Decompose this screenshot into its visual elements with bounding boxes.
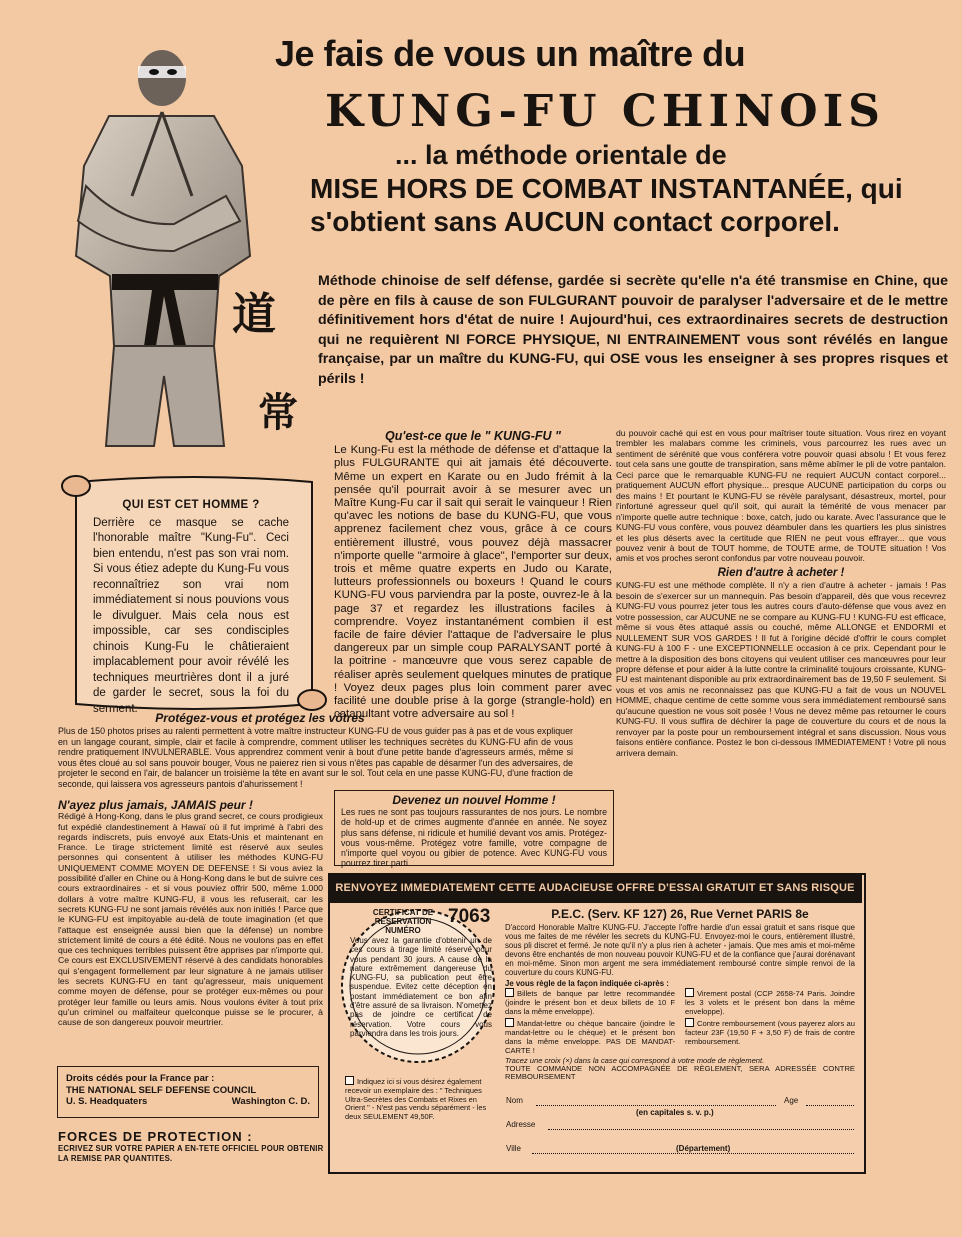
scroll-content [93,498,289,717]
cheque-label: Mandat-lettre ou chèque bancaire (joindre le mandat-lettre ou le chèque) et le présent bon dans la même enveloppe. PAS DE MANDAT-CARTE ! [505,1019,675,1055]
postal-transfer-checkbox[interactable] [685,988,694,997]
never-afraid-title: N'ayez plus jamais, JAMAIS peur ! [58,798,253,812]
postal-transfer-label: Virement postal (CCP 2658-74 Paris. Joindre les 3 volets et le présent bon dans la même enveloppe). [685,989,855,1016]
coupon-banner: RENVOYEZ IMMEDIATEMENT CETTE AUDACIEUSE OFFRE D'ESSAI GRATUIT ET SANS RISQUE [328,873,862,903]
cash-on-delivery-label: Contre remboursement (vous payerez alors au facteur 23F (19,50 F + 3,50 F) de frais de contre remboursement. [685,1019,855,1046]
middle-column [334,428,612,721]
kungfu-section-title: Qu'est-ce que le " KUNG-FU " [385,429,561,443]
city-field[interactable] [532,1153,854,1154]
payment-options-row-2 [505,1018,855,1055]
pec-address: P.E.C. (Serv. KF 127) 26, Rue Vernet PARIS 8e [551,907,809,921]
order-form-text [505,907,855,1082]
scroll-body: Derrière ce masque se cache l'honorable maître "Kung-Fu". Ceci bien entendu, n'est pas son vrai nom. Si vous étiez adepte du Kung-Fu vous reconnaîtriez son vrai nom immédiatement si nous pouvions vous le divulguer. Mais cela nous est impossible, car ses condisciples chinois Kung-Fu le châtieraient implacablement pour avoir révélé les techniques meurtrières dont il a juré de garder le secret, sous la foi du serment. [93,516,289,715]
subheadline-1: ... la méthode orientale de [395,140,727,170]
age-label: Age [784,1096,799,1105]
address-form [506,1096,856,1168]
name-label: Nom [506,1096,523,1105]
address-label: Adresse [506,1120,536,1129]
city-row [506,1144,856,1168]
rights-hq: U. S. Headquaters [66,1096,148,1107]
upsell-checkbox[interactable] [345,1076,354,1085]
pec-agreement: D'accord Honorable Maître KUNG-FU. J'accepte l'offre hardie d'un essai gratuit et sans risque que vous me faites de me révéler les secrets du KUNG-FU. Envoyez-moi le cours, entièrement illustré, sous pli discret et fermé. Je note qu'il n'y a plus rien à acheter - jamais. Que mes amis et moi-même devons être enchantés de mon nouveau pouvoir KUNG-FU et de la confiance que j'aurai dorénavant en moi-même. Sinon mon argent me sera immédiatement remboursé contre simple renvoi de la couverture du cours KUNG-FU. [505,923,855,977]
calligraphy-char-2: 常 [258,389,298,436]
mark-instruction: Tracez une croix (×) dans la case qui correspond à votre mode de règlement. [505,1055,765,1065]
rights-city: Washington C. D. [231,1096,310,1107]
power-paragraph: du pouvoir caché qui est en vous pour maîtriser toute situation. Vous rirez en voyant trembler les malabars comme les criminels, vous parcourrez les rues avec un sentiment de sérénité que vous conférera votre pouvoir quasi absolu ! Et vous ferez tout cela sans une goutte de transpiration, sans même abîmer le pli de votre pantalon. Ceci parce que le remarquable KUNG-FU ne requiert AUCUN contact corporel... pratiquement AUCUN effort physique... presque AUCUNE participation du corps ou des mains ! Et pourtant le KUNG-FU se révèle paralysant, désastreux, mortel, pour l'infortuné agresseur quel qu'il soit, qui aurait la témérité de vous menacer par n'importe quelle autre technique : boxe, catch, judo ou karate. Avec l'assurance que le KUNG-FU vous confère, vous pouvez déambuler dans les quartiers les plus sinistres et les plus déserts avec la certitude que RIEN ne peut vous effrayer... que vous pouvez venir à bout de TOUT homme, de TOUTE arme, de TOUTE situation ! Vos amis et vos proches seront confondus par votre nouveau pouvoir. [616,428,946,564]
new-man-box [334,790,614,869]
name-row [506,1096,856,1120]
kungfu-section-body: Le Kung-Fu est la méthode de défense et d'attaque la plus FULGURANTE qui ait jamais été découverte. Même un expert en Karate ou en Judo frémit à la pensée qu'il pourrait avoir à se mesurer avec un Maître Kung-Fu car il sait qui serait le vainqueur ! Rien qu'avec les notions de base du KUNG-FU, que vous apprenez facilement chez vous, grâce à ce cours entièrement illustré, vous pouvez déjà massacrer n'importe quelle "armoire à glace", l'emporter sur deux, trois et même quatre experts en Judo ou Karate, lutteurs professionnels ou boxeurs ! Quand le cours KUNG-FU vous parviendra par la poste, ouvrez-le à la page 37 et regardez les illustrations faciles à comprendre. Voyez instantanément combien il est facile de faire dévier l'attaque de l'adversaire le plus dangereux par un simple coup PARALYSANT porté à la poitrine - manœuvre que vous serez capable de réaliser après seulement quelques minutes de pratique ! Voyez deux pages plus loin comment parer avec facilité une double prise à la gorge (strangle-hold) en catapultant votre adversaire au sol ! [334,444,612,721]
payment-options-row-1 [505,988,855,1016]
address-row [506,1120,856,1144]
protect-title: Protégez-vous et protégez les vôtres [155,711,365,725]
name-field[interactable] [536,1105,776,1106]
capitals-hint: (en capitales s. v. p.) [636,1108,714,1117]
upsell-text: Indiquez ici si vous désirez également recevoir un exemplaire des : " Techniques Ultra-Secrètes des Combats et Rixes en Orient " - N'est pas vendu séparément - les deux SEULEMENT 49,50F. [345,1077,487,1122]
certificate-heading: CERTIFICAT DE RÉSERVATION NUMÉRO [372,908,434,935]
scroll-title: QUI EST CET HOMME ? [122,499,260,511]
forces-title: FORCES DE PROTECTION : [58,1129,253,1144]
protect-body: Plus de 150 photos prises au ralenti permettent à votre maître instructeur KUNG-FU de vous guider pas à pas et de vous expliquer en un langage courant, simple, clair et facile à comprendre, comment utiliser les techniques secrètes du KUNG-FU afin de vous rendre pratiquement INVULNERABLE. Vous apprendrez comment venir à bout d'une petite bande d'agresseurs armés, même si vous êtes cloué au sol sans pouvoir bouger, Vous ne paierez rien si vous n'êtes pas capable de désarmer l'un des adversaires, de projeter le second en l'air, de balancer un troisième la tête en avant sur le sol. Tout cela en une passe KUNG-FU, d'une fraction de seconde, qui laissera vos agresseurs pantois d'ahurissement ! [58,726,573,789]
age-field[interactable] [806,1105,854,1106]
department-hint: (Département) [676,1144,731,1153]
cheque-checkbox[interactable] [505,1018,514,1027]
headline-kung-fu: KUNG-FU CHINOIS [325,86,885,137]
payment-intro: Je vous règle de la façon indiquée ci-après : [505,979,669,988]
forces-section [58,1129,328,1164]
city-label: Ville [506,1144,521,1153]
address-field[interactable] [548,1129,854,1130]
forces-text: ECRIVEZ SUR VOTRE PAPIER A EN-TETE OFFICIEL POUR OBTENIR LA REMISE PAR QUANTITES. [58,1144,324,1163]
banknotes-label: Billets de banque par lettre recommandée (joindre le présent bon et deux billets de 10 F dans la même enveloppe). [505,989,675,1016]
upsell-option [345,1076,495,1122]
headline-line-1: Je fais de vous un maître du [275,33,746,74]
cash-on-delivery-checkbox[interactable] [685,1018,694,1027]
rights-line-1: Droits cédés pour la France par : [66,1073,215,1084]
right-column [616,428,946,758]
new-man-body: Les rues ne sont pas toujours rassurantes de nos jours. Le nombre de hold-up et de crimes augmente d'année en année. Ne soyez plus sans défense, ni ridicule et humilié devant vos amis. Protégez-vous vous-même. Protégez votre famille, votre compagne de n'importe quel voyou ou gibier de potence. Avec KUNG-FU vous pourrez tirer parti [341,807,607,869]
banknotes-checkbox[interactable] [505,988,514,997]
calligraphy-char-1: 道 [232,289,276,340]
certificate-number: 7063 [448,906,491,927]
nothing-else-body: KUNG-FU est une méthode complète. Il n'y a rien d'autre à acheter - jamais ! Pas besoin de s'exercer sur un mannequin. Pas besoin d'appareil, dès que vous recevrez KUNG-FU vous pourrez jeter tous les autres cours d'auto-défense que vous avez en votre possession, car AUCUNE ne se compare au KUNG-FU ! KUNG-FU est efficace, même si vous êtes attaqué assis ou couché, même ALLONGE et ENDORMI et NULLEMENT SUR VOS GARDES ! Il fut à l'origine décidé d'offrir le cours complet KUNG-FU à 100 F - une EXCEPTIONNELLE occasion à ce prix. Cependant pour le mettre à la disposition des bons citoyens qui veulent utiliser ces manœuvres pour leur propre défense et pour aider à la lutte contre la criminalité toujours croissante, KUNG-FU est maintenant disponible au prix extraordinairement bas de 19,50 F seulement. Si vous et vos amis ne reconnaissez pas que KUNG-FU a fait de vous un NOUVEL HOMME, chaque centime de cette somme vous sera immédiatement remboursé sans qu'aucune question ne vous soit posée ! Vous ne devez même pas retourner le cours KUNG-FU. Il vous suffira de déchirer la page de couverture du cours et de nous la renvoyer par la poste pour un remboursement intégral et sans discussion. Nous vous faisons entière confiance. Postez le bon ci-dessous IMMEDIATEMENT ! Votre pli nous arrivera demain. [616,580,946,758]
intro-paragraph: Méthode chinoise de self défense, gardée si secrète qu'elle n'a été transmise en Chine, que de père en fils à cause de son FULGURANT pouvoir de paralyser l'adversaire et de le mettre définitivement hors d'état de nuire ! Aujourd'hui, ces extraordinaires secrets de destruction qui ne requièrent NI FORCE PHYSIQUE, NI ENTRAINEMENT vous sont révélés en langue française, par un maître du KUNG-FU, qui OSE vous les enseigner à ses propres risques et périls ! [318,273,948,387]
rights-line-2: THE NATIONAL SELF DEFENSE COUNCIL [66,1084,257,1096]
new-man-title: Devenez un nouvel Homme ! [392,793,556,807]
cod-note: TOUTE COMMANDE NON ACCOMPAGNÉE DE RÈGLEMENT, SERA ADRESSÉE CONTRE REMBOURSEMENT [505,1063,855,1082]
nothing-else-title: Rien d'autre à acheter ! [717,566,845,579]
certificate-text: Vous avez la garantie d'obtenir un de ces cours à tirage limité réservé pour vous pendant 30 jours. A cause de la nature extrêmement dangereuse du KUNG-FU, sa publication peut être suspendue. Evitez cette déception en postant immédiatement ce bon afin d'être assuré de sa livraison. N'omettez pas de joindre ce certificat de réservation. Votre cours vous parviendra dans les trois jours. [350,936,492,1038]
never-afraid-body: Rédigé à Hong-Kong, dans le plus grand secret, ce cours prodigieux fut expédié clandestinement à Hawaï où il fut imprimé à l'abri des regards indiscrets, puis envoyé aux Etats-Unis et maintenant en France. Le tirage strictement limité est réservé aux seules personnes qui consentent à utiliser les méthodes KUNG-FU UNIQUEMENT COMME MOYEN DE DEFENSE ! Si vous aviez la possibilité d'aller en Chine ou à Hong-Kong dans le but de suivre ces cours extraordinaires - et si vous pouviez offrir 500, même 1.000 dollars à votre maître KUNG-FU, il vous les refuserait, car les secrets KUNG-FU ne sont jamais révélés aux non initiés ! Parce que le KUNG-FU est impitoyable au-delà de toute imagination (et que l'attaque est enseignée aussi bien que la défense) un nombre strictement limité de cours a été édité. Nous ne voulons pas en effet que ces techniques terribles puissent être apprises par n'importe qui. Ce cours est EXCLUSIVEMENT réservé à des candidats honorables qui s'engagent formellement par leur signature à ne jamais utiliser les secrets KUNG-FU en tant qu'agresseur, mais uniquement comme moyen de défense, pour se protéger eux-mêmes ou pour protéger leur famille ou leurs amis. Nous voulons éviter à tout prix qu'un criminel ou malfaiteur quelconque puisse se le procurer, à cause de son dangereux pouvoir meurtrier. [58,811,323,1028]
rights-box [57,1066,319,1118]
never-afraid-section [58,798,323,1028]
subheadline-2: MISE HORS DE COMBAT INSTANTANÉE, qui s'obtient sans AUCUN contact corporel. [310,173,903,237]
